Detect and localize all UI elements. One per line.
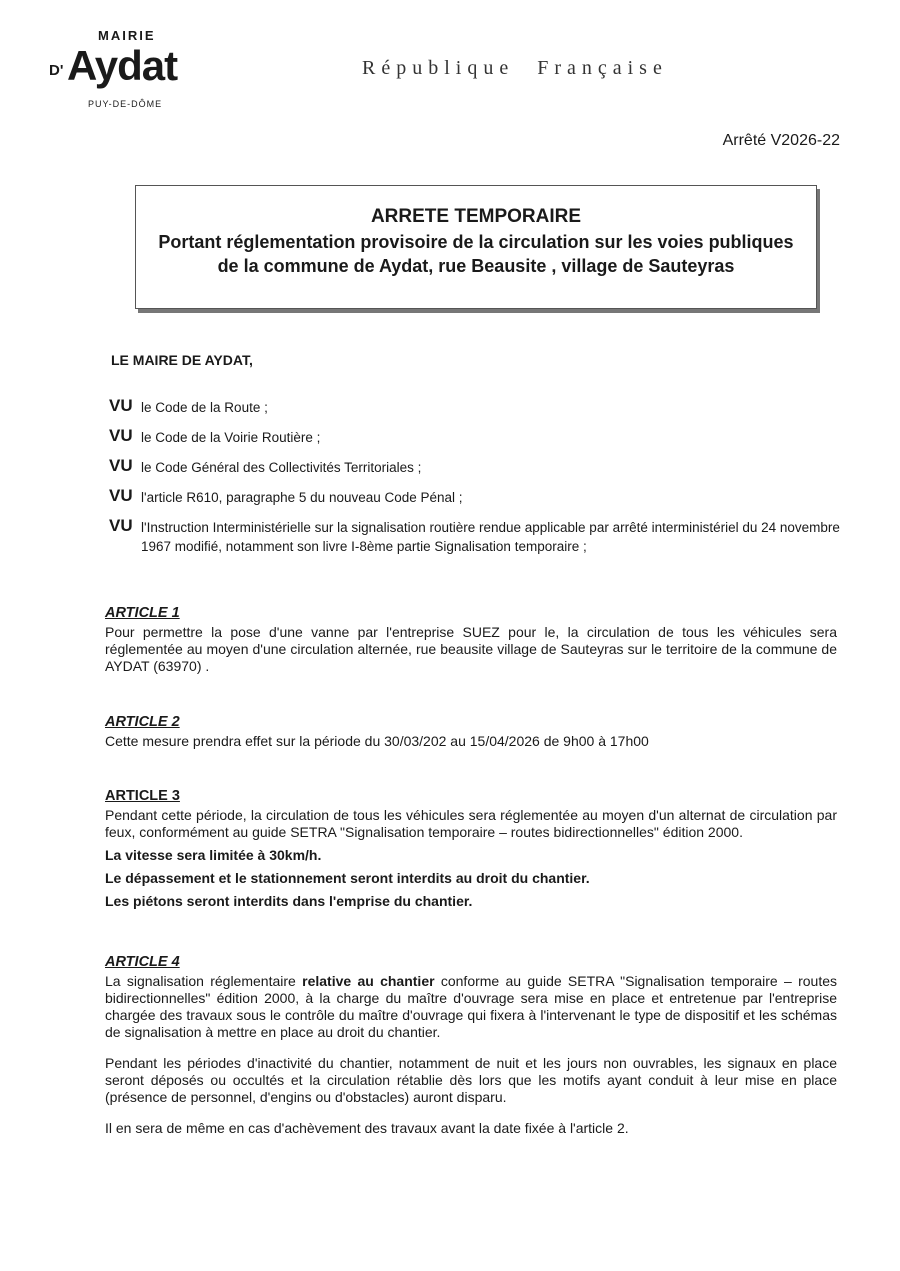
logo-d-prefix: D' bbox=[49, 62, 64, 79]
vu-list bbox=[109, 395, 844, 564]
vu-text: le Code de la Voirie Routière ; bbox=[141, 430, 321, 445]
title-box bbox=[135, 185, 817, 309]
vu-text: le Code Général des Collectivités Territoriales ; bbox=[141, 460, 422, 475]
article-4-title: ARTICLE 4 bbox=[105, 954, 180, 970]
article-4-paragraph-1 bbox=[105, 973, 837, 1041]
article-2 bbox=[105, 714, 837, 750]
article-3 bbox=[105, 788, 837, 910]
logo-mairie-text: MAIRIE bbox=[98, 28, 156, 43]
vu-keyword: VU bbox=[109, 486, 133, 505]
vu-item bbox=[109, 455, 844, 477]
vu-item bbox=[109, 515, 844, 556]
article-4-p1-end: conforme au guide SETRA "Signalisation temporaire – routes bidirectionnelles" édition 2000, à la charge du maître d'ouvrage sera mise en place et entretenue par l'entreprise chargée des travaux sous le contrôle du maître d'ouvrage qui fixera à l'intervenant le type de dispositif et les schémas de signalisation à mettre en place au droit du chantier. bbox=[105, 973, 837, 1040]
vu-text: le Code de la Route ; bbox=[141, 400, 268, 415]
article-4-paragraph-2: Pendant les périodes d'inactivité du chantier, notamment de nuit et les jours non ouvrables, les signaux en place seront déposés ou occultés et la circulation rétablie dès lors que les motifs ayant conduit à leur mise en place (présence de personnel, d'engins ou d'obstacles) auront disparu. bbox=[105, 1055, 837, 1105]
vu-keyword: VU bbox=[109, 456, 133, 475]
logo-department: PUY-DE-DÔME bbox=[88, 99, 163, 109]
arrete-number: Arrêté V2026-22 bbox=[722, 132, 840, 149]
document-subtitle: Portant réglementation provisoire de la circulation sur les voies publiques de la commune de Aydat, rue Beausite , village de Sauteyras bbox=[158, 232, 794, 276]
vu-text: l'Instruction Interministérielle sur la signalisation routière rendue applicable par arrêté interministériel du 24 novembre 1967 modifié, notamment son livre I-8ème partie Signalisation temporaire ; bbox=[141, 520, 840, 554]
article-1-title: ARTICLE 1 bbox=[105, 605, 180, 621]
republique-francaise-heading: République Française bbox=[362, 57, 668, 79]
article-4 bbox=[105, 954, 837, 1137]
article-3-speed-limit: La vitesse sera limitée à 30km/h. bbox=[105, 847, 322, 863]
article-4-paragraph-3: Il en sera de même en cas d'achèvement des travaux avant la date fixée à l'article 2. bbox=[105, 1120, 629, 1136]
vu-keyword: VU bbox=[109, 396, 133, 415]
article-2-text: Cette mesure prendra effet sur la période du 30/03/202 au 15/04/2026 de 9h00 à 17h00 bbox=[105, 733, 649, 749]
commune-logo bbox=[45, 26, 215, 116]
article-1-text: Pour permettre la pose d'une vanne par l'entreprise SUEZ pour le, la circulation de tous les véhicules sera réglementée au moyen d'une circulation alternée, rue beausite village de Sauteyras sur le territoire de la commune de AYDAT (63970) . bbox=[105, 624, 837, 674]
vu-item bbox=[109, 425, 844, 447]
maire-heading: LE MAIRE DE AYDAT, bbox=[111, 352, 253, 368]
vu-keyword: VU bbox=[109, 426, 133, 445]
vu-text: l'article R610, paragraphe 5 du nouveau Code Pénal ; bbox=[141, 490, 463, 505]
article-3-no-pedestrians: Les piétons seront interdits dans l'emprise du chantier. bbox=[105, 893, 473, 909]
article-1 bbox=[105, 605, 837, 675]
document-title: ARRETE TEMPORAIRE bbox=[370, 206, 582, 227]
vu-item bbox=[109, 395, 844, 417]
article-3-text: Pendant cette période, la circulation de tous les véhicules sera réglementée au moyen d'un alternat de circulation par feux, conformément au guide SETRA "Signalisation temporaire – routes bidirectionnelles" édition 2000. bbox=[105, 807, 837, 840]
article-4-p1-bold: relative au chantier bbox=[302, 973, 435, 989]
article-3-no-overtaking: Le dépassement et le stationnement seront interdits au droit du chantier. bbox=[105, 870, 590, 886]
vu-keyword: VU bbox=[109, 516, 133, 535]
logo-commune-name: Aydat bbox=[67, 42, 178, 89]
article-3-title: ARTICLE 3 bbox=[105, 788, 180, 804]
article-4-p1-start: La signalisation réglementaire bbox=[105, 973, 303, 989]
article-2-title: ARTICLE 2 bbox=[105, 714, 180, 730]
vu-item bbox=[109, 485, 844, 507]
